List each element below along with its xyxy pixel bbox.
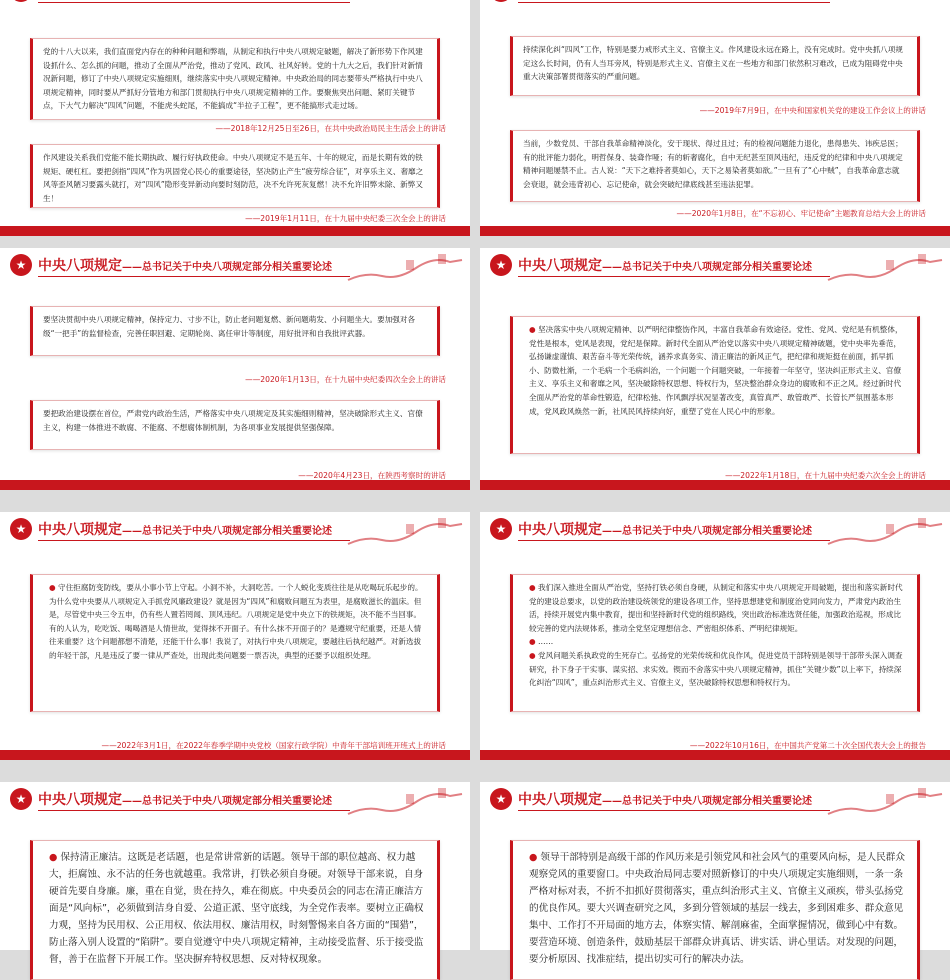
quote-card: [510, 36, 920, 96]
quote-source: ——2020年1月8日，在“不忘初心、牢记使命”主题教育总结大会上的讲话: [676, 209, 926, 218]
quote-source: ——2022年1月18日，在十九届中央纪委六次全会上的讲话: [725, 471, 926, 480]
flag-icon: [490, 0, 512, 2]
quote-card: [510, 130, 920, 202]
header-rule: [38, 810, 350, 811]
great-wall-icon: [346, 784, 464, 820]
flag-icon: ★: [10, 518, 32, 540]
header-title: 中央八项规定——总书记关于中央八项规定部分相关重要论述: [38, 792, 332, 808]
slide-header: [0, 0, 470, 8]
quote-card: [510, 840, 920, 980]
quote-text: 党的十八大以来，我们直面党内存在的种种问题和弊端，从制定和执行中央八项规定破题，解决了新形势下作风建设抓什么、怎么抓的问题，推动了全面从严治党，推动了党风、政风、社风好转。党的十九大之后，我们针对新情况新问题，修订了中央八项规定实施细则，继续落实中央八项规定精神。中央政治局的同志要带头严格执行中央八项规定精神，同时要从严抓好分管地方和部门贯彻执行中央八项规定精神的工作。要聚焦突出问题、紧盯关键节点，下大气力解决“四风”问题，不能虎头蛇尾，不能搞成“半拉子工程”，更不能搞形式走过场。: [43, 47, 423, 111]
header-title: [518, 0, 812, 1]
quote-text: 要坚决贯彻中央八项规定精神，保持定力、寸步不让，防止老问题复燃、新问题萌发、小问题坐大。要加强对各级“一把手”的监督检查，完善任职回避、定期轮岗、离任审计等制度，用好批评和自我批评武器。: [43, 315, 416, 338]
slide-2[interactable]: [480, 0, 950, 236]
quote-text: ● 保持清正廉洁。这既是老话题，也是常讲常新的话题。领导干部的职位越高、权力越大，拒腐蚀、永不沾的任务也就越重。我常讲，打铁必须自身硬。对领导干部来说，自身硬首先要自身廉。廉，重在自觉，贵在持久，难在彻底。中央委员会的同志在清正廉洁方面是“风向标”，必须做到洁身自爱、公道正派、坚守底线，为全党作表率。要树立正确权力观，坚持为民用权、公正用权、依法用权、廉洁用权，时刻警惕来自各方面的“围猎”，防止落入别人设置的“陷阱”。要自觉遵守中央八项规定精神，主动接受监督、乐于接受监督，善于在监督下开展工作。坚决摒弃特权思想、反对特权现象。: [49, 852, 424, 965]
quote-source: ——2019年7月9日，在中央和国家机关党的建设工作会议上的讲话: [699, 106, 926, 115]
slide-6[interactable]: [480, 512, 950, 760]
footer-bar: [480, 226, 950, 236]
quote-text: 要把政治建设摆在首位，严肃党内政治生活，严格落实中央八项规定及其实施细则精神，坚决破除形式主义、官僚主义，构建一体推进不敢腐、不能腐、不想腐体制机制，为各项事业发展提供坚强保障。: [43, 409, 423, 432]
quote-card: [30, 840, 440, 980]
header-rule: [38, 540, 350, 541]
slide-header: [480, 512, 950, 546]
bullet-icon: ●: [529, 852, 541, 863]
flag-icon: ★: [490, 254, 512, 276]
quote-text: 作风建设关系我们党能不能长期执政、履行好执政使命。中央八项规定不是五年、十年的规定，而是长期有效的铁规矩、硬杠杠。要把剑指“四风”作为巩固党心民心的重要途径，坚决防止产生“疲劳综合征”，对享乐主义、奢靡之风等歪风陋习要露头就打，对“四风”隐形变异新动向要时刻防范，决不允许死灰复燃！决不允许旧弊未除、新弊又生！: [43, 153, 424, 203]
quote-source: ——2019年1月11日，在十九届中央纪委三次全会上的讲话: [245, 214, 446, 223]
flag-icon: ★: [10, 788, 32, 810]
slide-5[interactable]: [0, 512, 470, 760]
header-rule: [518, 540, 830, 541]
slide-header: [480, 782, 950, 816]
header-title: 中央八项规定——总书记关于中央八项规定部分相关重要论述: [38, 258, 332, 274]
quote-text: ● 坚决落实中央八项规定精神、以严明纪律整饬作风，丰富自我革命有效途径。党性、党风、党纪是有机整体，党性是根本，党风是表现，党纪是保障。新时代全面从严治党以落实中央八项规定精神破题，党中央率先垂范，弘扬谦虚谨慎、艰苦奋斗等光荣传统，涵养求真务实、清正廉洁的新风正气，把纪律和规矩挺在前面，抓早抓小、防微杜渐，一个毛病一个毛病纠治，一个问题一个问题突破，一年接着一年坚守，坚决纠正形式主义、官僚主义、享乐主义和奢靡之风，坚决破除特权思想、特权行为，坚决整治群众身边的腐败和不正之风。经过新时代全面从严治党的革命性锻造，纪律松弛、作风飘浮状况显著改变，真管真严、敢管敢严、长管长严氛围基本形成，党风政风焕然一新，社风民风持续向好，重塑了党在人民心中的形象。: [529, 325, 903, 416]
great-wall-icon: [826, 250, 944, 286]
flag-icon: ★: [490, 788, 512, 810]
slide-7[interactable]: [0, 782, 470, 965]
flag-icon: ★: [10, 254, 32, 276]
quote-card: [510, 574, 920, 712]
quote-source: ——2022年10月16日，在中国共产党第二十次全国代表大会上的报告: [689, 741, 926, 750]
slide-4[interactable]: [480, 248, 950, 490]
quote-card: [30, 400, 440, 450]
header-title: 中央八项规定——总书记关于中央八项规定部分相关重要论述: [518, 792, 812, 808]
great-wall-icon: [346, 514, 464, 550]
quote-card: [30, 38, 440, 120]
quote-text: 持续深化纠“四风”工作，特别是要力戒形式主义、官僚主义。作风建设永远在路上，没有完成时。党中央抓八项规定这么长时间，仍有人当耳旁风，特别是形式主义、官僚主义在一些地方和部门依然积习难改，已成为阻碍党中央重大决策部署贯彻落实的严重问题。: [523, 45, 903, 82]
slide-header: [480, 0, 950, 8]
bullet-icon: ●: [529, 637, 539, 647]
slide-header: [0, 512, 470, 546]
quote-card: [30, 306, 440, 356]
bullet-icon: ●: [529, 325, 539, 334]
slide-header: [480, 248, 950, 282]
great-wall-icon: [826, 514, 944, 550]
quote-card: [30, 144, 440, 208]
header-rule: [38, 2, 350, 3]
footer-bar: [0, 480, 470, 490]
header-rule: [518, 810, 830, 811]
header-title: 中央八项规定——总书记关于中央八项规定部分相关重要论述: [518, 522, 812, 538]
quote-card: [510, 316, 920, 454]
slide-header: [0, 782, 470, 816]
quote-card: [30, 574, 440, 712]
header-rule: [38, 276, 350, 277]
quote-text: ● 我们深入推进全面从严治党，坚持打铁必须自身硬，从制定和落实中央八项规定开局破题，提出和落实新时代党的建设总要求，以党的政治建设统领党的建设各项工作，坚持思想建党和制度治党同向发力，严肃党内政治生活，持续开展党内集中教育，提出和坚持新时代党的组织路线，突出政治标准选贤任能，加强政治巡视，形成比较完善的党内法规体系，推动全党坚定理想信念、严密组织体系、严明纪律规矩。 ● …… ● 党风问题关系执政党的生死存亡。弘扬党的光荣传统和优良作风，促进党员干部特别是领导干部带头深入调查研究，扑下身子干实事、谋实招、求实效。锲而不舍落实中央八项规定精神，抓住“关键少数”以上率下，持续深化纠治“四风”，重点纠治形式主义、官僚主义，坚决破除特权思想和特权行为。: [529, 583, 903, 688]
header-title: 中央八项规定——总书记关于中央八项规定部分相关重要论述: [38, 522, 332, 538]
flag-icon: [10, 0, 32, 2]
bullet-icon: ●: [529, 650, 539, 660]
quote-text: ● 领导干部特别是高级干部的作风历来是引领党风和社会风气的重要风向标，是人民群众观察党风的重要窗口。中央政治局同志要对照新修订的中央八项规定实施细则，一条一条严格对标对表，不折不扣抓好贯彻落实，重点纠治形式主义、官僚主义顽疾，带头弘扬党的优良作风。要大兴调查研究之风，多到分管领域的基层一线去，多到困难多、群众意见集中、工作打不开局面的地方去，体察实情、解剖麻雀，全面掌握情况，做到心中有数。要营造环境、创造条件，鼓励基层干部群众讲真话、讲实话、讲心里话。对发现的问题，要分析原因、找准症结，提出切实可行的解决办法。: [529, 852, 905, 965]
flag-icon: ★: [490, 518, 512, 540]
quote-source: ——2018年12月25日至26日，在共中央政治局民主生活会上的讲话: [215, 124, 446, 133]
quote-source: ——2020年1月13日，在十九届中央纪委四次全会上的讲话: [245, 375, 446, 384]
quote-source: ——2020年4月23日，在陕西考察时的讲话: [298, 471, 446, 480]
slide-8[interactable]: [480, 782, 950, 965]
great-wall-icon: [826, 784, 944, 820]
footer-bar: [480, 750, 950, 760]
header-rule: [518, 276, 830, 277]
slide-1[interactable]: [0, 0, 470, 236]
quote-text: 当前，少数党员、干部自我革命精神淡化，安于现状、得过且过；有的检视问题能力退化，患得患失、讳疾忌医；有的批评能力弱化，明哲保身、装聋作哑；有的斩奢腐化，自中无纪甚至顶风违纪，违反党的纪律和中央八项规定精神问题屡禁不止。古人说：“天下之难持者莫如心，天下之易染者莫如欲。”一旦有了“心中贼”，自我革命意志就会衰退，就会违背初心、忘记使命，就会突破纪律底线甚至违法犯罪。: [523, 139, 903, 189]
header-rule: [518, 2, 830, 3]
footer-bar: [0, 226, 470, 236]
footer-bar: [480, 480, 950, 490]
quote-source: ——2022年3月1日，在2022年春季学期中央党校（国家行政学院）中青年干部培训班开班式上的讲话: [101, 741, 446, 750]
quote-text: ● 守住拒腐防变防线，要从小事小节上守起。小洞不补，大洞吃苦。一个人蜕化变质往往是从吃喝玩乐起步的。为什么党中央要从八项规定入手抓党风廉政建设？就是因为“四风”和腐败问题互为表里，是腐败滋长的温床。但是，尽管党中央三令五申，仍有些人置若罔闻、顶风违纪。八项规定是党中央立下的铁规矩，决不能不当回事。有的人认为，吃吃饭、喝喝酒是人情世故，觉得抹不开面子。有什么抹不开面子的？是遵规守纪重要，还是人情往来重要？这个问题都想不清楚，还能干什么事！我说了，对执行中央八项规定，要越往后执纪越严。对新选拔的年轻干部，凡是违反了要一律从严查处，出现此类问题要一票否决，典型的还要予以组织处理。: [49, 583, 423, 660]
bullet-icon: ●: [529, 583, 539, 592]
great-wall-icon: [346, 250, 464, 286]
footer-bar: [0, 750, 470, 760]
header-title: [38, 0, 332, 1]
slide-3[interactable]: [0, 248, 470, 490]
header-title: 中央八项规定——总书记关于中央八项规定部分相关重要论述: [518, 258, 812, 274]
slide-header: [0, 248, 470, 282]
bullet-icon: ●: [49, 852, 61, 863]
bullet-icon: ●: [49, 583, 59, 592]
